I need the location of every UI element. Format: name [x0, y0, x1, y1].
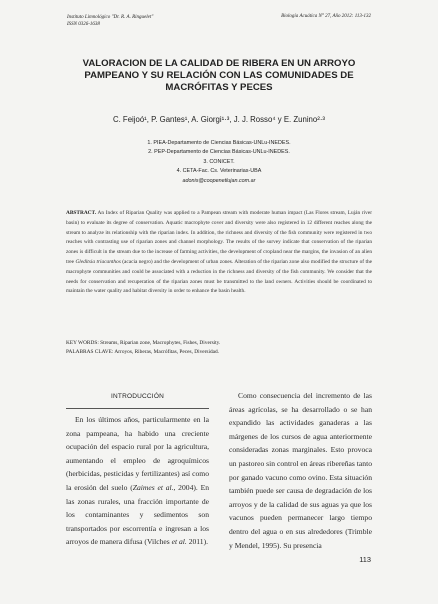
- key-words: [66, 339, 372, 347]
- affiliation-1: 1. PIEA-Departamento de Ciencias Básicas-UNLu-INEDES.: [147, 140, 291, 146]
- abstract: [66, 209, 372, 297]
- affiliations: [66, 139, 372, 186]
- issn: ISSN 0326-1638: [67, 22, 100, 27]
- citation-italic-1: Zaimes et al.: [132, 482, 174, 492]
- abstract-label: ABSTRACT.: [66, 210, 97, 216]
- page-number: 113: [359, 555, 371, 564]
- citation-italic-2: et al.: [171, 537, 187, 547]
- section-heading: INTRODUCCIÓN: [111, 393, 164, 400]
- affiliation-4: 4. CETA-Fac. Cs. Veterinarias-UBA: [176, 168, 262, 175]
- affiliation-3: 3. CONICET.: [203, 158, 235, 165]
- species-name: Gleditsia triacanthos: [75, 258, 121, 265]
- abstract-text-a: An Index of Riparian Quality was applied to a Pampean stream with moderate human impact (Las Flores stream, Luján river basin) to evaluate its degree of conservation. Aquatic macrophyte cover and diversity were also registered in 12 different reaches along the stream to analyze its relationship with the riparian index. In addition, the richness and diversity of the fish community were registered in two reaches with contrasting use of riparian zones and channel morphology. The results of the survey indicate that conservation of the riparian zones is difficult in the stream due to the increase of farming activities, the development of cropland near the margins, the invasion of an alien tree: [66, 210, 372, 265]
- intro-left-c: 2011).: [186, 537, 209, 547]
- author-list: C. Feijoó¹, P. Gantes¹, A. Giorgi¹·³, J. J. Rosso⁴ y E. Zunino²·³: [112, 115, 326, 124]
- article-title: VALORACION DE LA CALIDAD DE RIBERA EN UN ARROYO PAMPEANO Y SU RELACIÓN CON LAS COMUNIDADES DE MACRÓFITAS Y PECES: [82, 58, 356, 93]
- abstract-text-b: (acacia negro) and the development of urban zones. Alteration of the riparian zone also modified the structure of the macrophyte communities and could be associated with a reduction in the richness and diversity of the fish community. We consider that the needs for conservation and recuperation of the riparian zones must be transmitted to the land owners. Activities should be coordinated to maintain the water quality and habitat diversity in order to enhance the basin health.: [66, 258, 372, 295]
- key-words-label: KEY WORDS:: [66, 340, 99, 346]
- institute-name: Instituto Limnológico "Dr. R. A. Ringuelet": [67, 15, 154, 20]
- running-header-right: Biología Acuática N° 27, Año 2012: 113-132: [281, 14, 371, 19]
- contact-email[interactable]: adonis@coopenetlujan.com.ar: [182, 177, 256, 184]
- palabras-clave-label: PALABRAS CLAVE:: [66, 349, 114, 355]
- intro-left-b: , 2004). En las zonas rurales, una fracción importante de los contaminantes y sedimentos son transportados por escorrentía e ingresan a los arroyos de manera difusa (Vilches: [66, 482, 209, 547]
- palabras-clave-text: Arroyos, Riberas, Macrófitas, Peces, Diversidad.: [113, 349, 220, 355]
- intro-right-text: Como consecuencia del incremento de las áreas agrícolas, se ha desarrollado o se han expandido las actividades ganaderas a las márgenes de los cursos de agua anteriormente consideradas zonas marginales. Esto provoca un pastoreo sin control en áreas ribereñas tanto por ganado vacuno como ovino. Esta situación también puede ser causa de degradación de los arroyos y de la calidad de sus aguas ya que los vacunos pueden permanecer largo tiempo dentro del agua o en sus alrededores (Trimble y Mendel, 1995). Su presencia: [229, 391, 372, 550]
- intro-left-a: En los últimos años, particularmente en la zona pampeana, ha habido una creciente ocupación del espacio rural por la agricultura, aumentando el empleo de agroquímicos (herbicidas, pesticidas y fertilizantes) así como la erosión del suelo (: [66, 415, 209, 492]
- palabras-clave: [66, 348, 372, 356]
- running-header-left: [67, 14, 153, 28]
- intro-paragraph-left: [66, 413, 209, 549]
- affiliation-2: 2. PEP-Departamento de Ciencias Básicas-UNLu-INEDES.: [148, 149, 290, 156]
- intro-paragraph-right: [229, 389, 372, 552]
- section-rule: [66, 408, 209, 409]
- key-words-text: Streams, Riparian zone, Macrophytes, Fishes, Diversity.: [98, 340, 221, 346]
